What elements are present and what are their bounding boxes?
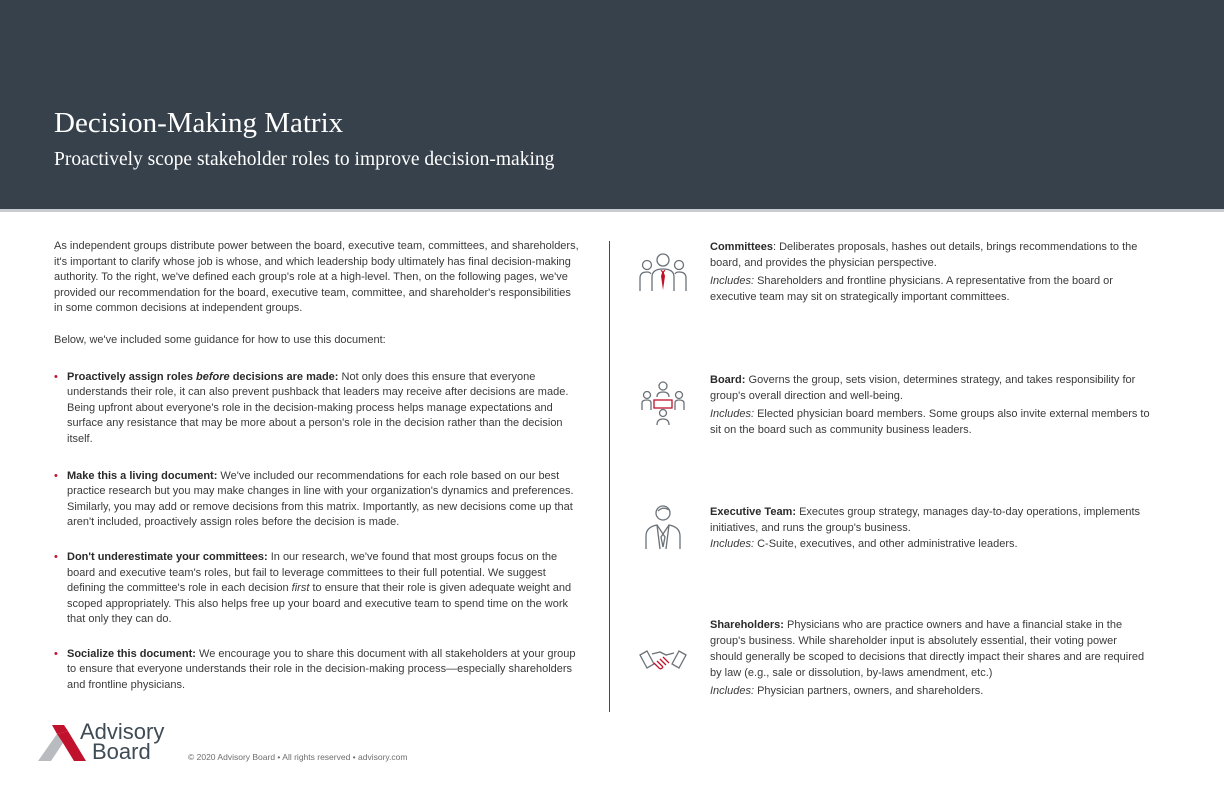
advisory-board-logo: Advisory Board [80,719,165,764]
handshake-icon [638,634,688,684]
intro-paragraph: As independent groups distribute power between the board, executive team, committees, and shareholders, it's important to clarify whose job is whose, and which leadership body ultimately has final decision-making authority. To the right, we've defined each group's role at a high-level. Then, on the following pages, we've provided our recommendation for the board, executive team, committee, and shareholder's responsibilities in some common decisions at independent groups. [54,240,579,315]
left-column [54,239,582,694]
role-committees: Committees: Deliberates proposals, hashes out details, brings recommendations to the board, and provides the physician perspective. Includes: Shareholders and frontline physicians. A representative from the board or executive team may sit on strategically important committees. [710,241,1138,303]
role-executive-team: Executive Team: Executes group strategy, manages day-to-day operations, implements initiatives, and runs the group's business. Includes: C-Suite, executives, and other administrative leaders. [710,506,1141,550]
footer-copyright: © 2020 Advisory Board • All rights reserved • advisory.com [188,752,408,762]
role-shareholders: Shareholders: Physicians who are practice owners and have a financial stake in the group's business. While shareholder input is absolutely essential, their voting power should generally be scoped to decisions that directly impact their shares and are required by law (e.g., sale or dissolution, by-laws amendment, etc.) Includes: Physician partners, owners, and shareholders. [710,619,1145,697]
list-item: • Proactively assign roles before decisions are made: Not only does this ensure that everyone understands their role, it can also prevent pushback that leaders may receive after decisions are made. Being upfront about everyone's role in the decision-making process helps manage expectations and surface any resistance that may be more about a person's role in the decision rather than the decision itself. [54,370,582,448]
list-item: • Socialize this document: We encourage you to share this document with all stakeholders at your group to ensure that everyone understands their role in the decision-making process—especially shareholders and frontline physicians. [54,647,582,694]
committee-icon [638,246,688,296]
header-banner [0,0,1224,212]
executive-icon [638,502,688,552]
list-item: • Make this a living document: We've included our recommendations for each role based on our best practice research but you may make changes in line with your organization's dynamics and preferences. Similarly, you may add or remove decisions from this matrix. Importantly, as new decisions come up that aren't included, proactively assign roles before the decision is made. [54,469,582,531]
board-icon [638,378,688,428]
list-item: • Don't underestimate your committees: In our research, we've found that most groups focus on the board and executive team's roles, but fail to leverage committees to their full potential. We suggest defining the committee's role in each decision first to ensure that their role is given adequate weight and scoped appropriately. This also helps free up your board and executive team to spend time on the work that only they can do. [54,550,582,628]
guidance-intro: Below, we've included some guidance for how to use this document: [54,333,386,346]
role-board: Board: Governs the group, sets vision, determines strategy, and takes responsibility for group's overall direction and well-being. Includes: Elected physician board members. Some groups also invite external members to sit on the board such as community business leaders. [710,374,1150,436]
page-title: Decision-Making Matrix [54,107,344,139]
guidance-list [54,370,582,694]
page-subtitle: Proactively scope stakeholder roles to improve decision-making [54,149,555,170]
column-divider [609,241,610,712]
